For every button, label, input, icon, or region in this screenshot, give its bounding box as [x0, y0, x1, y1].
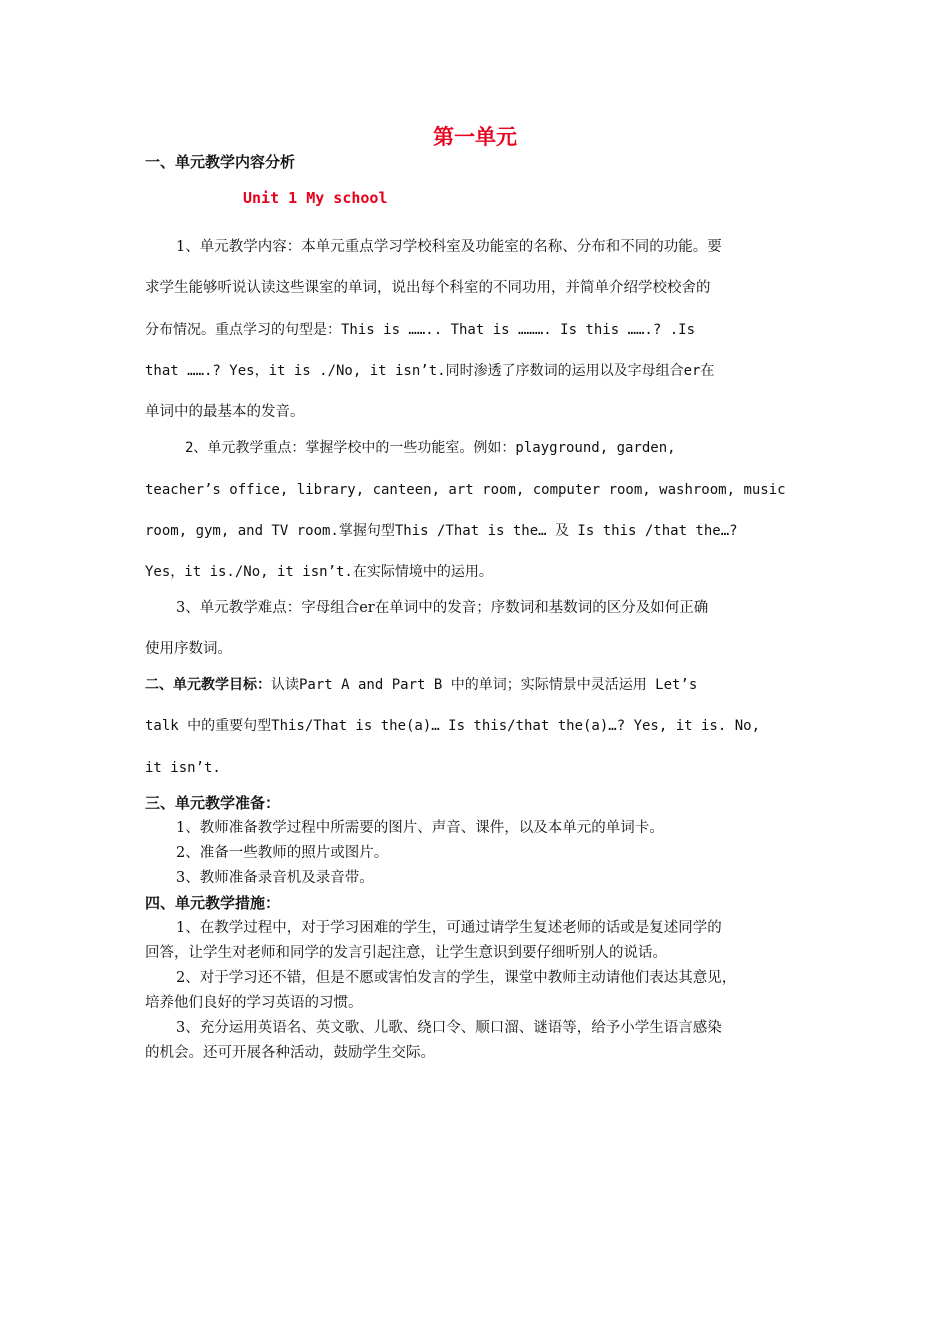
paragraph-line: Yes，it is./No, it isn’t.在实际情境中的运用。 [145, 564, 493, 580]
list-item: 3、教师准备录音机及录音带。 [176, 870, 374, 886]
paragraph-line: 的机会。还可开展各种活动，鼓励学生交际。 [145, 1045, 435, 1061]
section-heading-objectives: 二、单元教学目标： [145, 677, 271, 693]
paragraph-line: 求学生能够听说认读这些课室的单词，说出每个科室的不同功用，并简单介绍学校校舍的 [145, 280, 711, 296]
paragraph-line: 1、在教学过程中，对于学习困难的学生，可通过请学生复述老师的话或是复述同学的 [176, 920, 722, 936]
paragraph-line: that …….? Yes，it is ./No, it isn’t.同时渗透了序数词的运用以及字母组合er在 [145, 363, 715, 379]
paragraph-line: 1、单元教学内容：本单元重点学习学校科室及功能室的名称、分布和不同的功能。要 [176, 239, 722, 255]
section-heading-preparation: 三、单元教学准备： [145, 794, 281, 812]
paragraph-line: 使用序数词。 [145, 641, 232, 657]
section-heading-analysis: 一、单元教学内容分析 [145, 153, 296, 171]
unit-title: Unit 1 My school [243, 189, 388, 207]
paragraph-line: teacher’s office, library, canteen, art room, computer room, washroom, music [145, 482, 786, 498]
section-heading-measures: 四、单元教学措施： [145, 894, 281, 912]
objectives-line [145, 674, 697, 696]
list-item: 2、准备一些教师的照片或图片。 [176, 845, 389, 861]
page-title: 第一单元 [433, 125, 517, 149]
paragraph-line: 3、充分运用英语名、英文歌、儿歌、绕口令、顺口溜、谜语等，给予小学生语言感染 [176, 1020, 722, 1036]
paragraph-line: it isn’t. [145, 760, 221, 776]
objectives-text: 认读Part A and Part B 中的单词；实际情景中灵活运用 Let’s [271, 677, 698, 693]
paragraph-line: 单词中的最基本的发音。 [145, 404, 305, 420]
paragraph-line: 分布情况。重点学习的句型是：This is …….. That is ………. Is this …….? .Is [145, 322, 696, 338]
paragraph-line: talk 中的重要句型This/That is the(a)… Is this/that the(a)…? Yes, it is. No, [145, 718, 761, 734]
paragraph-line: 2、对于学习还不错，但是不愿或害怕发言的学生，课堂中教师主动请他们表达其意见， [176, 970, 737, 986]
paragraph-line: room, gym, and TV room.掌握句型This /That is the… 及 Is this /that the…? [145, 523, 738, 539]
list-item: 1、教师准备教学过程中所需要的图片、声音、课件，以及本单元的单词卡。 [176, 820, 664, 836]
paragraph-line: 2、单元教学重点：掌握学校中的一些功能室。例如：playground, garden, [185, 440, 676, 456]
paragraph-line: 培养他们良好的学习英语的习惯。 [145, 995, 363, 1011]
paragraph-line: 3、单元教学难点：字母组合er在单词中的发音；序数词和基数词的区分及如何正确 [176, 600, 709, 616]
paragraph-line: 回答，让学生对老师和同学的发言引起注意，让学生意识到要仔细听别人的说话。 [145, 945, 667, 961]
